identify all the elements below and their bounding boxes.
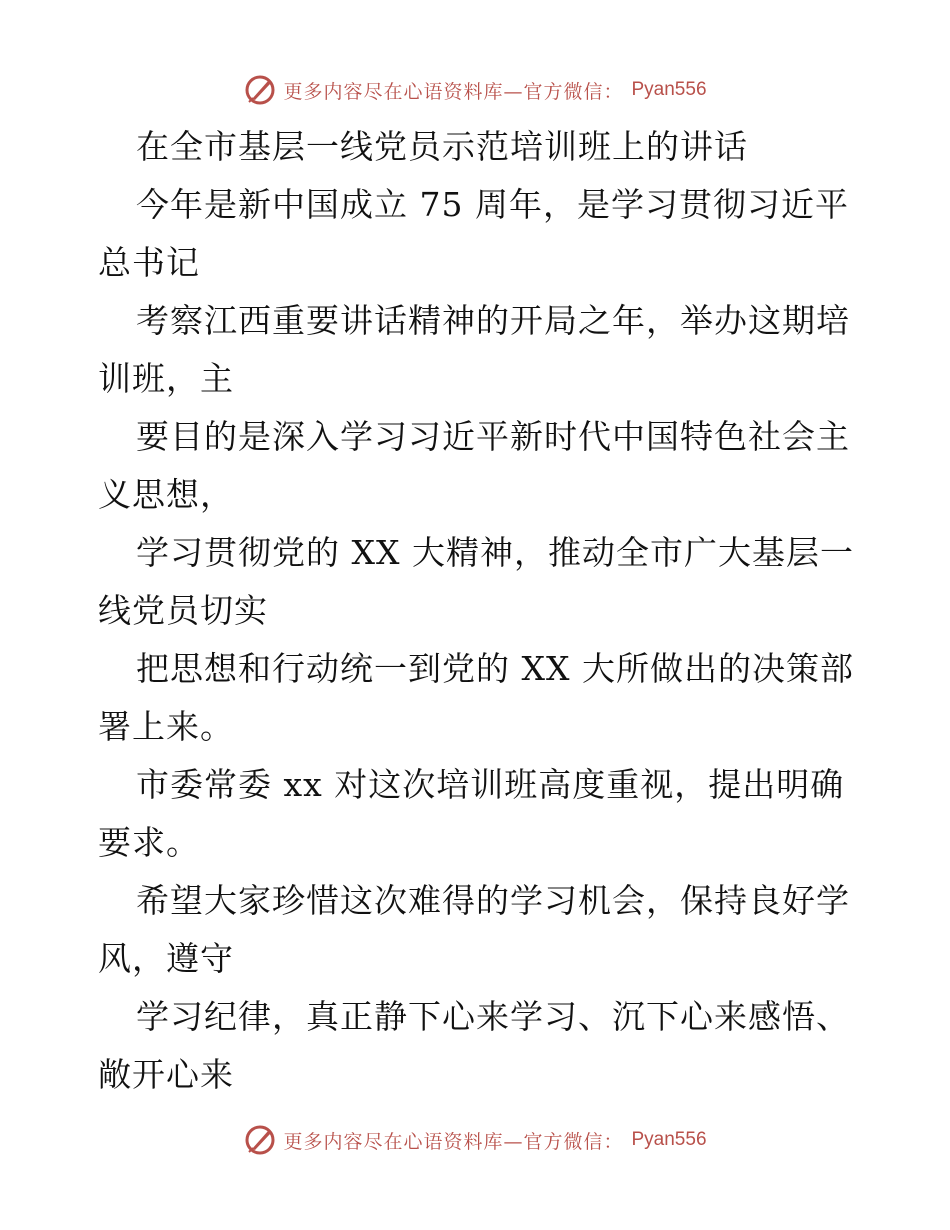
paragraph-line: 风，遵守 (98, 939, 234, 978)
header-banner (0, 72, 950, 108)
paragraph-line: 要求。 (98, 823, 200, 862)
paragraph-line: 考察江西重要讲话精神的开局之年，举办这期培 (136, 301, 850, 340)
footer-banner (0, 1122, 950, 1158)
paragraph-line: 线党员切实 (98, 591, 268, 630)
paragraph-line: 学习贯彻党的 XX 大精神，推动全市广大基层一 (136, 533, 854, 572)
paragraph-line: 义思想， (98, 475, 234, 514)
footer-banner-text: 更多内容尽在心语资料库—官方微信： (283, 1130, 624, 1153)
quill-pen-circle-icon (243, 1123, 277, 1157)
paragraph-line: 把思想和行动统一到党的 XX 大所做出的决策部 (136, 649, 854, 688)
footer-banner-brand: Pyan556 (631, 1129, 707, 1150)
paragraph-line: 敞开心来 (98, 1055, 234, 1094)
document-body (98, 118, 858, 1104)
paragraph-line: 训班，主 (98, 359, 234, 398)
paragraph-line: 学习纪律，真正静下心来学习、沉下心来感悟、 (136, 997, 850, 1036)
quill-pen-circle-icon (243, 73, 277, 107)
paragraph-line: 希望大家珍惜这次难得的学习机会，保持良好学 (136, 881, 850, 920)
paragraph-line: 署上来。 (98, 707, 234, 746)
document-title: 在全市基层一线党员示范培训班上的讲话 (136, 127, 748, 166)
paragraph-line: 今年是新中国成立 75 周年，是学习贯彻习近平 (136, 185, 849, 224)
header-banner-text: 更多内容尽在心语资料库—官方微信： (283, 80, 624, 103)
paragraph-line: 要目的是深入学习习近平新时代中国特色社会主 (136, 417, 850, 456)
header-banner-brand: Pyan556 (631, 79, 707, 100)
paragraph-line: 市委常委 xx 对这次培训班高度重视，提出明确 (136, 765, 845, 804)
paragraph-line: 总书记 (98, 243, 200, 282)
